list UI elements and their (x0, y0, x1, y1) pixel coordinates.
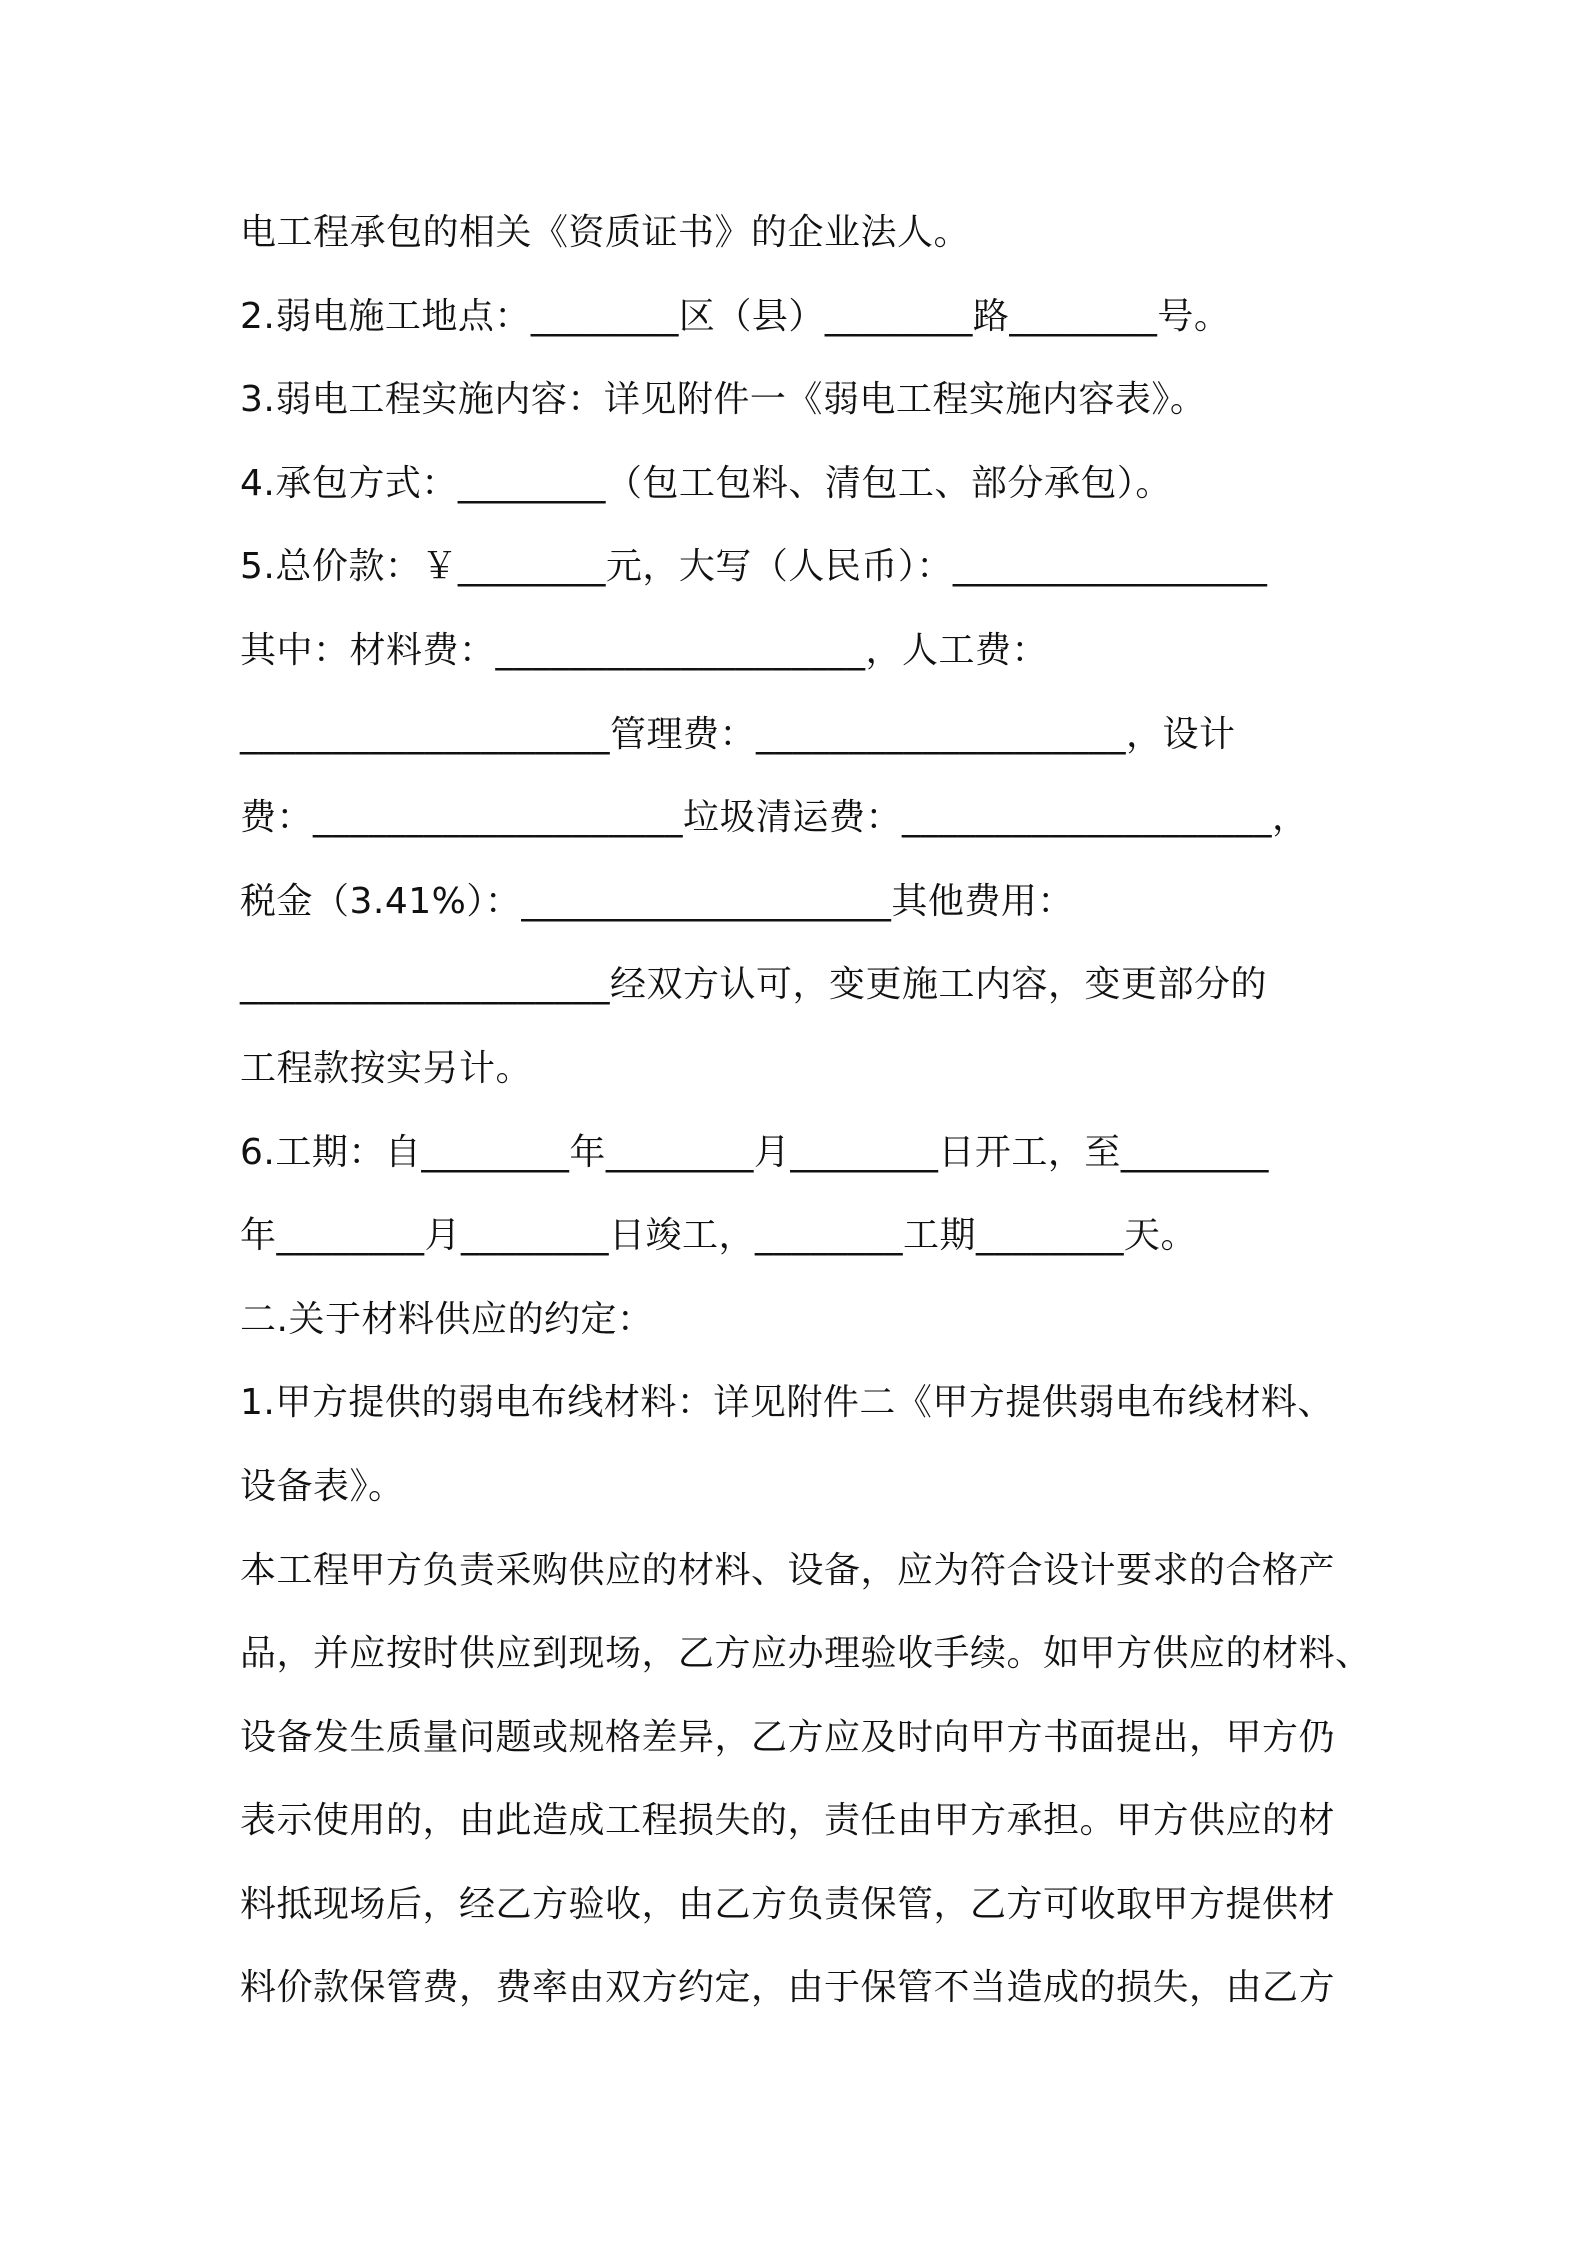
text-line: 4.承包方式：________（包工包料、清包工、部分承包）。 (240, 462, 1172, 504)
text-line: 3.弱电工程实施内容：详见附件一《弱电工程实施内容表》。 (240, 379, 1207, 421)
text-line: 工程款按实另计。 (240, 1047, 533, 1089)
text-line: 设备表》。 (240, 1465, 405, 1507)
text-line: 年________月________日竣工，________工期________天。 (240, 1215, 1198, 1257)
text-line: 1.甲方提供的弱电布线材料：详见附件二《甲方提供弱电布线材料、 (240, 1382, 1334, 1424)
contract-text (240, 191, 1370, 2030)
text-line: 料抵现场后，经乙方验收，由乙方负责保管，乙方可收取甲方提供材 (240, 1883, 1336, 1925)
text-line: 电工程承包的相关《资质证书》的企业法人。 (240, 212, 971, 253)
text-line: 5.总价款：￥________元，大写（人民币）：_________________ (240, 546, 1268, 588)
text-line: 表示使用的，由此造成工程损失的，责任由甲方承担。甲方供应的材 (240, 1800, 1336, 1842)
text-line: 6.工期：自________年________月________日开工，至________ (240, 1131, 1269, 1173)
text-line: 设备发生质量问题或规格差异，乙方应及时向甲方书面提出，甲方仍 (240, 1716, 1336, 1758)
text-line: 本工程甲方负责采购供应的材料、设备，应为符合设计要求的合格产 (240, 1549, 1336, 1591)
text-line: ____________________经双方认可，变更施工内容，变更部分的 (240, 964, 1268, 1006)
text-line: ____________________管理费：____________________，设计 (240, 713, 1236, 755)
text-line: 费：____________________垃圾清运费：____________________， (240, 797, 1309, 839)
text-line: 料价款保管费，费率由双方约定，由于保管不当造成的损失，由乙方 (240, 1967, 1336, 2009)
text-line: 2.弱电施工地点：________区（县）________路________号。 (240, 295, 1231, 337)
text-line: 品，并应按时供应到现场，乙方应办理验收手续。如甲方供应的材料、 (240, 1633, 1372, 1675)
section-heading: 二.关于材料供应的约定： (240, 1298, 654, 1340)
text-line: 税金（3.41%）：____________________其他费用： (240, 880, 1074, 922)
text-line: 其中：材料费：____________________，人工费： (240, 629, 1049, 671)
